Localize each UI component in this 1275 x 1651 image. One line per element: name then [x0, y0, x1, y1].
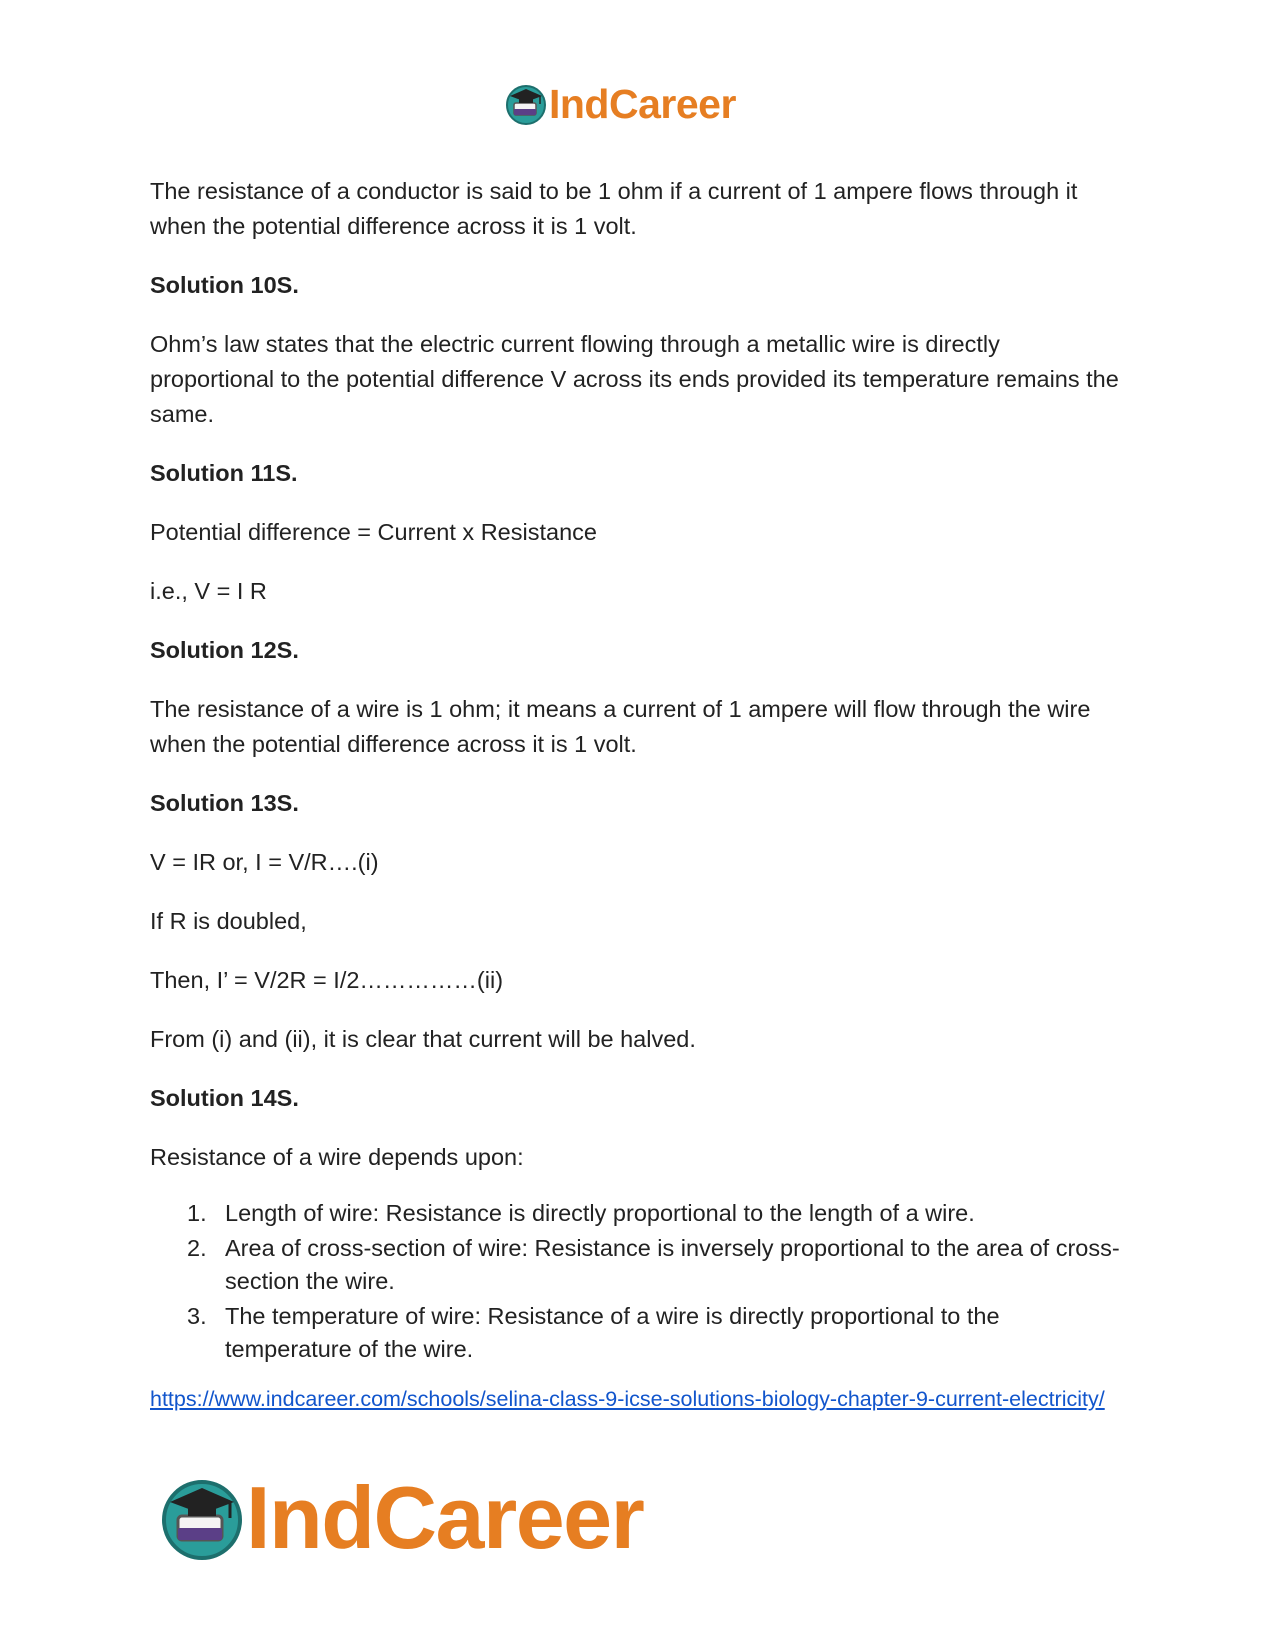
graduation-cap-book-globe-icon [160, 1476, 244, 1560]
list-item [150, 1300, 1130, 1366]
graduation-cap-book-globe-icon [505, 83, 547, 125]
logo-wordmark: IndCareer [246, 1468, 644, 1567]
list-number: 3. [187, 1303, 207, 1329]
text-line: If R is doubled, [150, 908, 307, 934]
text-line: From (i) and (ii), it is clear that current will be halved. [150, 1026, 696, 1052]
list-item [150, 1197, 1130, 1230]
paragraph-ohm-definition: The resistance of a conductor is said to be 1 ohm if a current of 1 ampere flows through it when the potential difference across it is 1 volt. [150, 178, 1078, 239]
list-item-text: The temperature of wire: Resistance of a wire is directly proportional to the temperature of the wire. [225, 1303, 1000, 1362]
solution-heading: Solution 14S. [150, 1085, 299, 1111]
equation-line: Then, I’ = V/2R = I/2……………(ii) [150, 967, 504, 993]
list-item [150, 1232, 1130, 1298]
list-item-text: Length of wire: Resistance is directly proportional to the length of a wire. [225, 1200, 975, 1226]
list-number: 1. [187, 1200, 207, 1226]
solution-heading: Solution 12S. [150, 637, 299, 663]
header-logo [505, 80, 736, 128]
equation-line: V = IR or, I = V/R….(i) [150, 849, 379, 875]
list-item-text: Area of cross-section of wire: Resistance is inversely proportional to the area of cross-section the wire. [225, 1235, 1120, 1294]
source-link[interactable]: https://www.indcareer.com/schools/selina-class-9-icse-solutions-biology-chapter-9-current-electricity/ [150, 1387, 1105, 1411]
list-number: 2. [187, 1235, 207, 1261]
equation-line: Potential difference = Current x Resistance [150, 519, 597, 545]
logo-wordmark: IndCareer [549, 81, 736, 127]
main-content [150, 174, 1130, 1414]
solution-heading: Solution 13S. [150, 790, 299, 816]
footer-logo [160, 1470, 643, 1566]
numbered-list [150, 1197, 1130, 1366]
paragraph-one-ohm: The resistance of a wire is 1 ohm; it means a current of 1 ampere will flow through the wire when the potential difference across it is 1 volt. [150, 696, 1091, 757]
solution-heading: Solution 10S. [150, 272, 299, 298]
paragraph-ohms-law: Ohm’s law states that the electric current flowing through a metallic wire is directly proportional to the potential difference V across its ends provided its temperature remains the same. [150, 331, 1119, 427]
text-line: Resistance of a wire depends upon: [150, 1144, 524, 1170]
equation-line: i.e., V = I R [150, 578, 267, 604]
solution-heading: Solution 11S. [150, 460, 298, 486]
